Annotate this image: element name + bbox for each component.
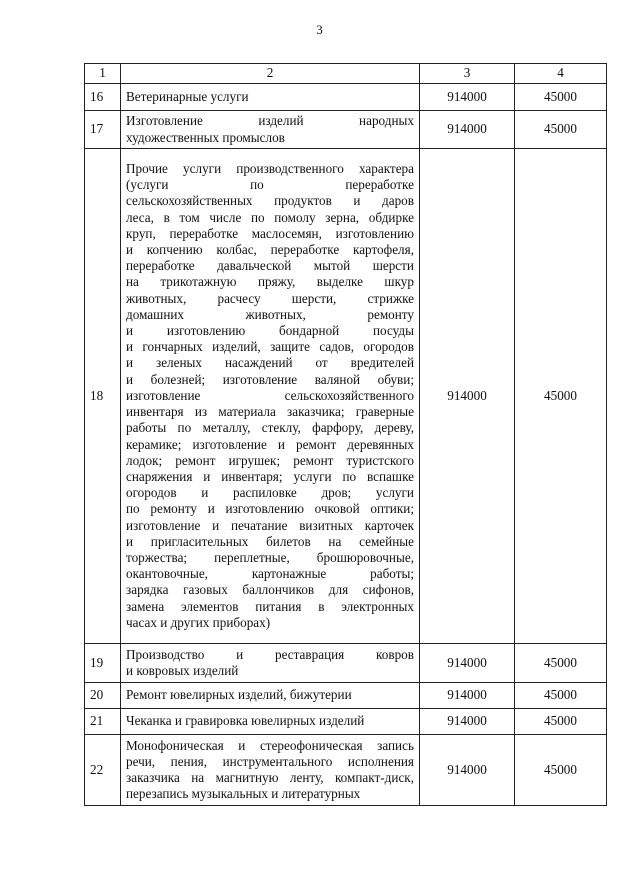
row-value-col3: 914000 bbox=[420, 709, 515, 735]
table-row bbox=[85, 644, 607, 683]
table-header-row bbox=[85, 64, 607, 84]
description-line: снаряжения и инвентаря; услуги по вспашке bbox=[126, 468, 414, 484]
row-description bbox=[121, 149, 420, 644]
header-cell: 3 bbox=[420, 64, 515, 84]
row-number: 20 bbox=[85, 683, 121, 709]
table-row bbox=[85, 149, 607, 644]
description-line: и копчению колбас, переработке картофеля, bbox=[126, 242, 414, 258]
description-line: часах и других приборах) bbox=[126, 614, 271, 630]
table-row bbox=[85, 709, 607, 735]
description-line: Производство и реставрация ковров bbox=[126, 646, 414, 662]
description-line: по ремонту и изготовлению очковой оптики; bbox=[126, 501, 414, 517]
description-line: животных, расчесу шерсти, стрижке bbox=[126, 290, 414, 306]
description-line: лодок; ремонт игрушек; ремонт туристского bbox=[126, 452, 414, 468]
row-value-col4: 45000 bbox=[515, 84, 607, 111]
page-number: 3 bbox=[316, 22, 323, 37]
description-line: огородов и распиловке дров; услуги bbox=[126, 485, 414, 501]
description-line: изготовление сельскохозяйственного bbox=[126, 387, 414, 403]
row-description bbox=[121, 709, 420, 735]
row-description bbox=[121, 111, 420, 149]
row-number: 22 bbox=[85, 735, 121, 806]
description-line: керамике; изготовление и ремонт деревянных bbox=[126, 436, 414, 452]
description-line: круп, переработке маслосемян, изготовлению bbox=[126, 225, 414, 241]
description-line: и болезней; изготовление валяной обуви; bbox=[126, 371, 414, 387]
description-line: торжества; переплетные, брошюровочные, bbox=[126, 549, 414, 565]
row-number: 19 bbox=[85, 644, 121, 683]
description-line: и пригласительных билетов на семейные bbox=[126, 533, 414, 549]
description-line: и гончарных изделий, защите садов, огородов bbox=[126, 339, 414, 355]
row-number: 21 bbox=[85, 709, 121, 735]
row-number: 18 bbox=[85, 149, 121, 644]
row-description bbox=[121, 683, 420, 709]
row-value-col3: 914000 bbox=[420, 644, 515, 683]
row-value-col4: 45000 bbox=[515, 735, 607, 806]
description-line: (услуги по переработке bbox=[126, 177, 414, 193]
description-line: работы по металлу, стеклу, фарфору, дереву, bbox=[126, 420, 414, 436]
header-cell: 4 bbox=[515, 64, 607, 84]
row-value-col4: 45000 bbox=[515, 111, 607, 149]
description-line: домашних животных, ремонту bbox=[126, 306, 414, 322]
description-line: и зеленых насаждений от вредителей bbox=[126, 355, 414, 371]
row-number: 17 bbox=[85, 111, 121, 149]
description-line: леса, в том числе по помолу зерна, обдирке bbox=[126, 209, 414, 225]
description-line: Чеканка и гравировка ювелирных изделий bbox=[126, 713, 365, 729]
description-line: Изготовление изделий народных bbox=[126, 113, 414, 129]
description-line: речи, пения, инструментального исполнения bbox=[126, 753, 414, 769]
row-value-col4: 45000 bbox=[515, 709, 607, 735]
description-line: на трикотажную пряжу, выделке шкур bbox=[126, 274, 414, 290]
description-line: Монофоническая и стереофоническая запись bbox=[126, 737, 414, 753]
description-line: Ветеринарные услуги bbox=[126, 88, 249, 104]
description-line: замена элементов питания в электронных bbox=[126, 598, 414, 614]
table-row bbox=[85, 683, 607, 709]
header-cell: 1 bbox=[85, 64, 121, 84]
table-row bbox=[85, 735, 607, 806]
description-line: и ковровых изделий bbox=[126, 663, 239, 678]
description-line: окантовочные, картонажные работы; bbox=[126, 566, 414, 582]
table-row bbox=[85, 84, 607, 111]
description-line: Прочие услуги производственного характера bbox=[126, 161, 414, 177]
description-line: инвентаря из материала заказчика; граверные bbox=[126, 404, 414, 420]
description-line: перезапись музыкальных и литературных bbox=[126, 786, 361, 802]
row-description bbox=[121, 84, 420, 111]
row-value-col3: 914000 bbox=[420, 683, 515, 709]
row-description bbox=[121, 735, 420, 806]
row-description bbox=[121, 644, 420, 683]
row-value-col4: 45000 bbox=[515, 644, 607, 683]
description-line: переработке давальческой мытой шерсти bbox=[126, 258, 414, 274]
row-value-col3: 914000 bbox=[420, 111, 515, 149]
description-line: зарядка газовых баллончиков для сифонов, bbox=[126, 582, 414, 598]
row-value-col4: 45000 bbox=[515, 149, 607, 644]
description-line: изготовление и печатание визитных карточек bbox=[126, 517, 414, 533]
row-number: 16 bbox=[85, 84, 121, 111]
row-value-col4: 45000 bbox=[515, 683, 607, 709]
table-row bbox=[85, 111, 607, 149]
description-line: Ремонт ювелирных изделий, бижутерии bbox=[126, 687, 352, 703]
header-cell: 2 bbox=[121, 64, 420, 84]
description-line: заказчика на магнитную ленту, компакт-диск, bbox=[126, 770, 414, 785]
row-value-col3: 914000 bbox=[420, 149, 515, 644]
description-line: и изготовлению бондарной посуды bbox=[126, 323, 414, 339]
row-value-col3: 914000 bbox=[420, 735, 515, 806]
tariff-table bbox=[84, 63, 607, 806]
description-line: сельскохозяйственных продуктов и даров bbox=[126, 193, 414, 209]
description-line: художественных промыслов bbox=[126, 129, 285, 145]
row-value-col3: 914000 bbox=[420, 84, 515, 111]
